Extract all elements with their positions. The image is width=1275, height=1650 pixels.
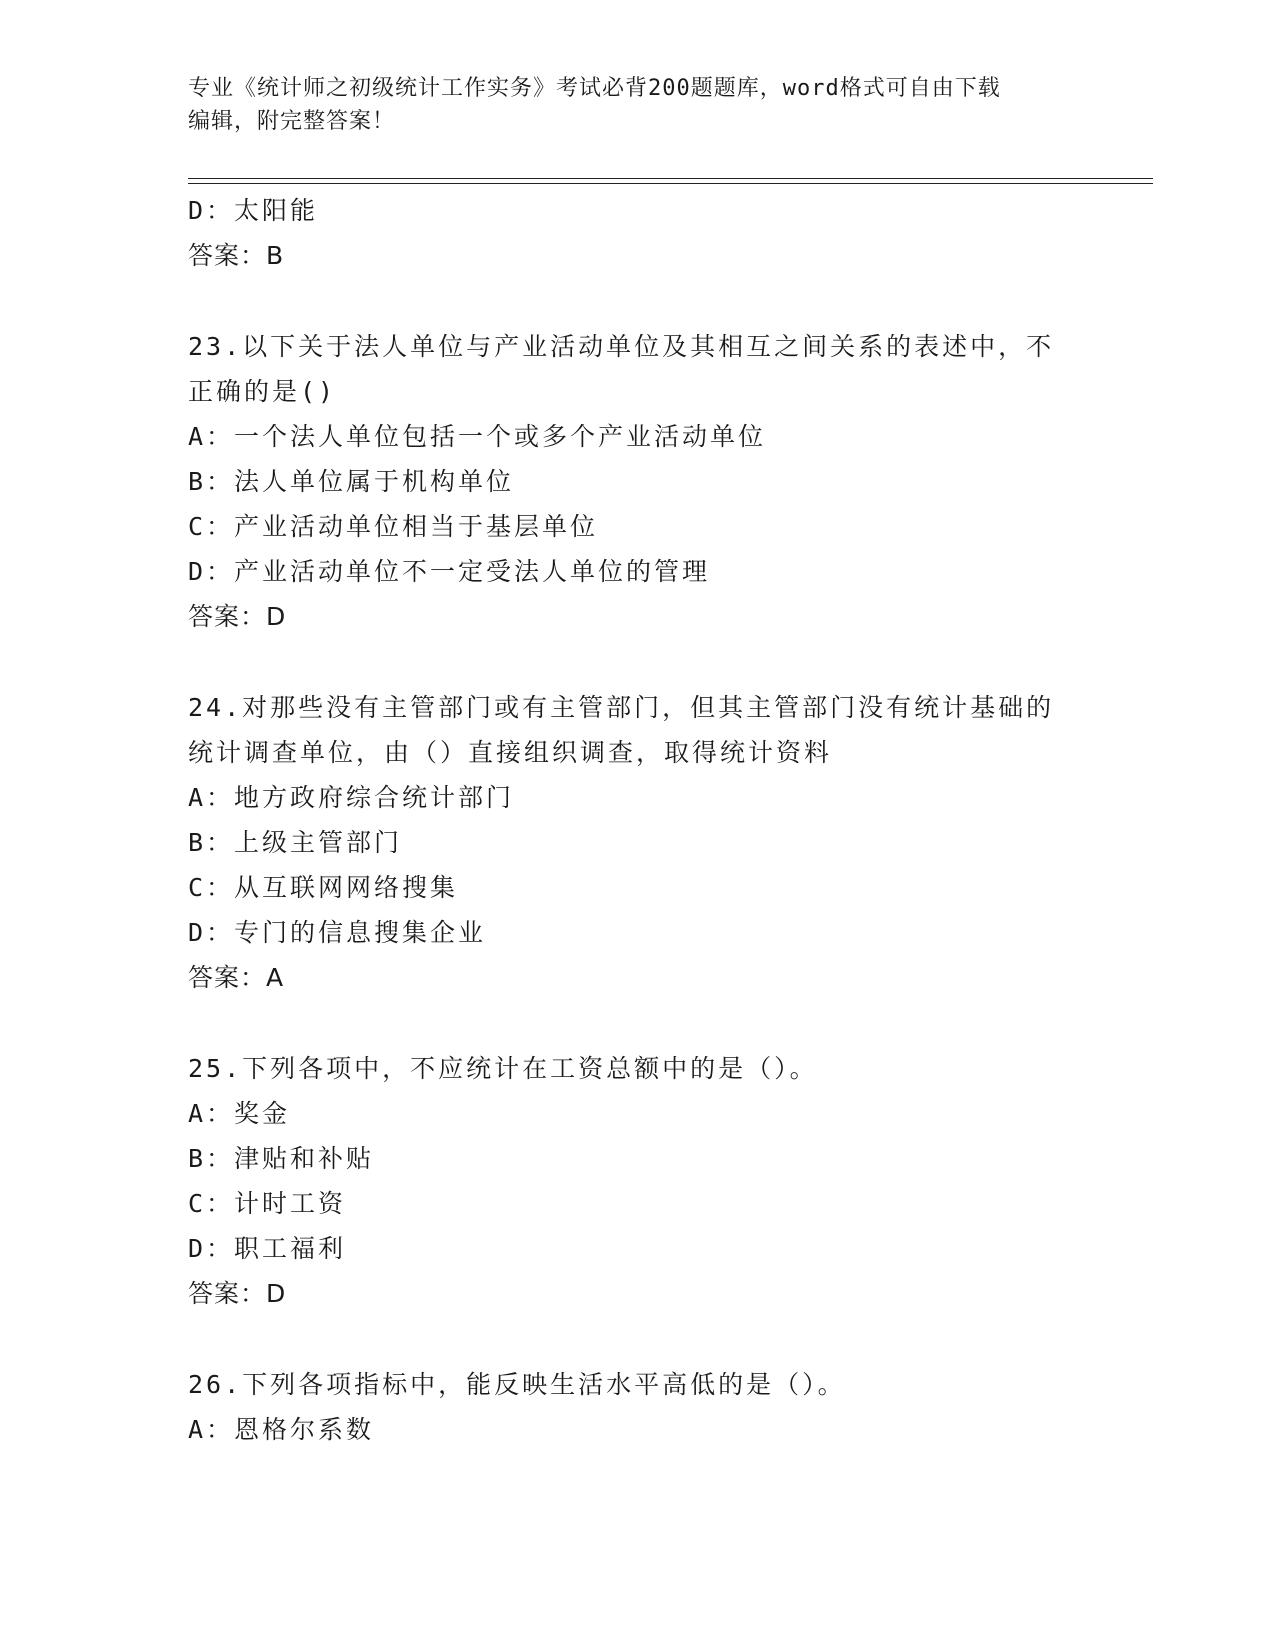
answer-line: 答案：A xyxy=(188,963,285,992)
question-stem-line: 23.以下关于法人单位与产业活动单位及其相互之间关系的表述中，不 xyxy=(188,332,1055,361)
option-b: B：法人单位属于机构单位 xyxy=(188,467,515,496)
answer-line: 答案：D xyxy=(188,602,287,631)
carryover-block xyxy=(188,188,1088,278)
header-line-1: 专业《统计师之初级统计工作实务》考试必背200题题库，word格式可自由下载 xyxy=(188,76,1001,101)
option-c: C：从互联网网络搜集 xyxy=(188,873,459,902)
answer-line: 答案：D xyxy=(188,1279,287,1308)
header-line-2: 编辑，附完整答案！ xyxy=(188,109,396,134)
option-d: D：产业活动单位不一定受法人单位的管理 xyxy=(188,557,711,586)
option-d: D：太阳能 xyxy=(188,196,319,225)
question-24 xyxy=(188,685,1088,1000)
option-b: B：津贴和补贴 xyxy=(188,1144,375,1173)
option-a: A：奖金 xyxy=(188,1099,291,1128)
question-stem-line: 26.下列各项指标中，能反映生活水平高低的是（）。 xyxy=(188,1370,846,1399)
option-a: A：恩格尔系数 xyxy=(188,1415,375,1444)
header-divider-bottom xyxy=(188,183,1153,184)
option-c: C：计时工资 xyxy=(188,1189,347,1218)
question-stem-line: 正确的是() xyxy=(188,377,337,406)
option-d: D：职工福利 xyxy=(188,1234,347,1263)
document-header xyxy=(188,72,1088,138)
option-a: A：地方政府综合统计部门 xyxy=(188,783,515,812)
header-divider-top xyxy=(188,178,1153,179)
question-25 xyxy=(188,1046,1088,1316)
option-b: B：上级主管部门 xyxy=(188,828,403,857)
option-a: A：一个法人单位包括一个或多个产业活动单位 xyxy=(188,422,767,451)
question-stem-line: 24.对那些没有主管部门或有主管部门，但其主管部门没有统计基础的 xyxy=(188,693,1055,722)
question-list xyxy=(188,188,1088,1452)
question-26 xyxy=(188,1362,1088,1452)
question-stem-line: 25.下列各项中，不应统计在工资总额中的是（）。 xyxy=(188,1054,818,1083)
answer-line: 答案：B xyxy=(188,241,285,270)
question-stem-line: 统计调查单位，由（）直接组织调查，取得统计资料 xyxy=(188,738,833,767)
option-d: D：专门的信息搜集企业 xyxy=(188,918,487,947)
question-23 xyxy=(188,324,1088,639)
option-c: C：产业活动单位相当于基层单位 xyxy=(188,512,599,541)
